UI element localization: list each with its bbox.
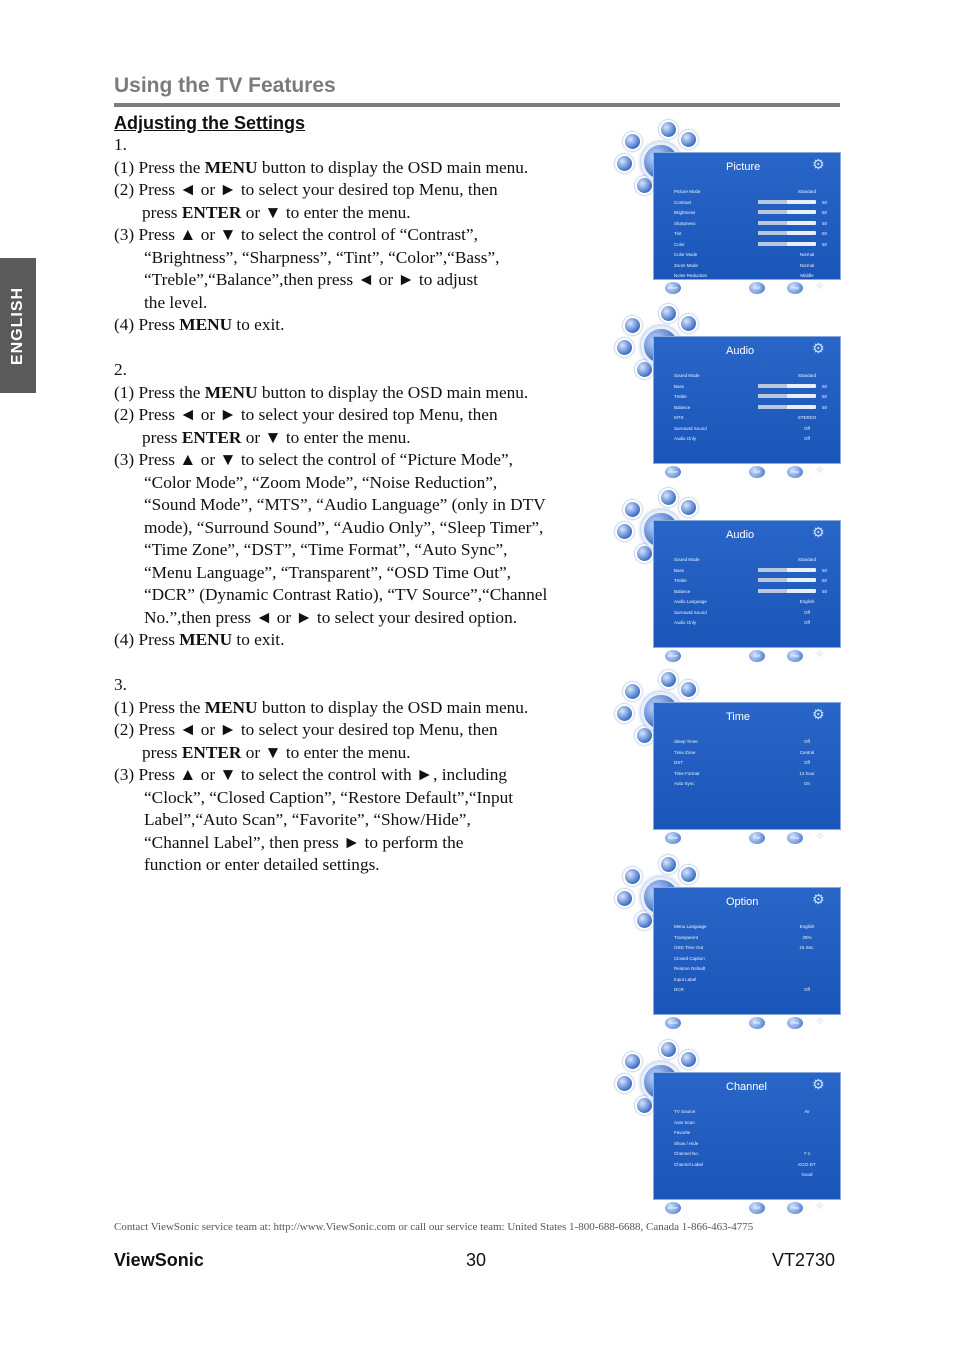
- setting-label: Transparent: [674, 934, 699, 940]
- instruction-line: 1.: [114, 135, 127, 154]
- setting-label: OSD Time Out: [674, 945, 704, 950]
- setting-label: Surround Sound: [674, 609, 707, 615]
- instruction-line: press ENTER or ▼ to enter the menu.: [142, 202, 411, 222]
- setting-value: 25%: [802, 934, 812, 940]
- setting-label: Channel Label: [674, 1161, 704, 1167]
- osd-setting-row: [674, 1149, 826, 1160]
- osd-setting-row: [674, 779, 826, 790]
- osd-setting-row: [674, 382, 826, 393]
- menu-category-icon: [659, 120, 678, 139]
- setting-label: Time Zone: [674, 749, 696, 755]
- setting-value: Normal: [799, 262, 815, 268]
- osd-footer-button: Exit: [748, 1016, 766, 1030]
- settings-icon: ⚙: [812, 707, 825, 723]
- setting-label: DST: [674, 760, 683, 765]
- osd-setting-row: [674, 954, 826, 965]
- level-bar-fill: [758, 589, 787, 593]
- osd-setting-row: [674, 933, 826, 944]
- setting-value: Good: [801, 1172, 813, 1177]
- level-value: 50: [822, 394, 828, 399]
- navigation-arrows-icon: ✥: [816, 650, 824, 660]
- setting-label: Input Label: [674, 976, 697, 982]
- level-bar: [758, 405, 816, 409]
- setting-label: Contrast: [674, 199, 692, 205]
- settings-icon: ⚙: [812, 157, 825, 173]
- instruction-line: “Brightness”, “Sharpness”, “Tint”, “Color”,“Bass”,: [144, 247, 500, 267]
- footer-brand: ViewSonic: [114, 1250, 204, 1270]
- footer-model: VT2730: [772, 1250, 836, 1270]
- setting-label: Restore Default: [674, 966, 706, 971]
- osd-panel: [653, 152, 841, 292]
- setting-value: English: [799, 599, 815, 604]
- osd-footer-button: Move: [664, 831, 682, 845]
- setting-value: Standard: [797, 373, 817, 378]
- setting-value: Off: [804, 425, 810, 431]
- language-side-tab: [0, 258, 36, 393]
- setting-value: Standard: [797, 557, 817, 562]
- instruction-line: 3.: [114, 675, 127, 694]
- osd-setting-row: [674, 1160, 826, 1171]
- osd-panel: [653, 1072, 841, 1212]
- level-bar: [758, 210, 816, 214]
- setting-label: Bass: [674, 383, 685, 389]
- osd-setting-row: [674, 576, 826, 587]
- instruction-line: (2) Press ◄ or ► to select your desired top Menu, then: [114, 180, 498, 199]
- setting-value: Normal: [799, 252, 815, 257]
- osd-setting-row: [674, 985, 826, 996]
- menu-category-icon: [679, 498, 698, 517]
- osd-menu-time: [613, 670, 841, 856]
- osd-setting-row: [674, 240, 826, 251]
- osd-setting-row: [674, 1118, 826, 1129]
- menu-category-icon: [659, 488, 678, 507]
- setting-value: Off: [804, 987, 810, 992]
- menu-category-icon: [679, 680, 698, 699]
- instruction-line: (1) Press the MENU button to display the OSD main menu.: [114, 157, 529, 177]
- setting-label: Audio Only: [674, 436, 697, 441]
- contact-line: Contact ViewSonic service team at: http://www.ViewSonic.com or call our service team: United States 1-800-688-6688, Canada 1-866-463-4775: [114, 1221, 754, 1233]
- setting-value: KGO-DT: [798, 1161, 816, 1167]
- level-bar: [758, 200, 816, 204]
- setting-value: Air: [804, 1109, 810, 1114]
- setting-value: Standard: [797, 189, 817, 194]
- osd-setting-row: [674, 964, 826, 975]
- osd-setting-row: [674, 271, 826, 282]
- osd-setting-row: [674, 413, 826, 424]
- osd-setting-row: [674, 229, 826, 240]
- osd-panel-title: Audio: [726, 529, 755, 541]
- osd-setting-row: [674, 597, 826, 608]
- setting-value: Off: [804, 609, 810, 615]
- setting-value: 15 Sec.: [799, 945, 815, 950]
- osd-panel: [653, 520, 841, 660]
- level-value: 50: [822, 220, 828, 226]
- menu-category-icon: [623, 132, 642, 151]
- level-value: 50: [822, 567, 828, 573]
- setting-label: Channel No.: [674, 1151, 700, 1156]
- osd-setting-row: [674, 975, 826, 986]
- level-bar-fill: [758, 231, 787, 235]
- navigation-arrows-icon: ✥: [816, 282, 824, 292]
- setting-label: Sound Mode: [674, 373, 700, 378]
- instruction-line: (3) Press ▲ or ▼ to select the control of “Picture Mode”,: [114, 450, 513, 469]
- osd-setting-row: [674, 608, 826, 619]
- osd-menu-option: [613, 855, 841, 1041]
- instruction-line: “Channel Label”, then press ► to perform the: [144, 832, 464, 852]
- osd-menu-channel: [613, 1040, 841, 1226]
- menu-category-icon: [659, 855, 678, 874]
- menu-category-icon: [679, 1050, 698, 1069]
- instruction-line: press ENTER or ▼ to enter the menu.: [142, 427, 411, 447]
- setting-label: Treble: [674, 394, 687, 399]
- level-bar: [758, 578, 816, 582]
- osd-setting-row: [674, 1107, 826, 1118]
- setting-label: Sharpness: [674, 220, 696, 226]
- setting-label: Tint: [674, 231, 682, 236]
- instruction-line: “Menu Language”, “Transparent”, “OSD Time Out”,: [144, 562, 511, 582]
- level-bar: [758, 242, 816, 246]
- osd-menu-audio: [613, 304, 841, 490]
- osd-menu-audio: [613, 488, 841, 674]
- menu-category-icon: [659, 670, 678, 689]
- instruction-line: press ENTER or ▼ to enter the menu.: [142, 742, 411, 762]
- level-value: 50: [822, 210, 828, 215]
- instruction-line: mode), “Surround Sound”, “Audio Only”, “Sleep Timer”,: [144, 517, 544, 537]
- menu-category-icon: [623, 1052, 642, 1071]
- osd-setting-row: [674, 1128, 826, 1139]
- osd-setting-row: [674, 566, 826, 577]
- level-value: 50: [822, 231, 828, 236]
- level-bar-fill: [758, 568, 787, 572]
- osd-setting-row: [674, 371, 826, 382]
- setting-label: Surround Sound: [674, 425, 707, 431]
- instruction-line: “Clock”, “Closed Caption”, “Restore Default”,“Input: [144, 787, 514, 807]
- osd-footer-button: Move: [664, 465, 682, 479]
- osd-footer-button: Help: [786, 281, 804, 295]
- instruction-line: “DCR” (Dynamic Contrast Ratio), “TV Source”,“Channel: [144, 585, 548, 604]
- setting-label: DCR: [674, 987, 684, 992]
- setting-value: 7-1: [803, 1151, 811, 1156]
- setting-label: Balance: [674, 588, 691, 594]
- setting-value: STEREO: [797, 415, 817, 420]
- menu-category-icon: [679, 314, 698, 333]
- osd-setting-row: [674, 424, 826, 435]
- menu-category-icon: [615, 338, 634, 357]
- level-bar-fill: [758, 242, 787, 246]
- setting-label: Zoom Mode: [674, 262, 699, 268]
- osd-footer-button: Move: [664, 649, 682, 663]
- instruction-line: [114, 652, 604, 675]
- osd-setting-row: [674, 737, 826, 748]
- osd-panel-title: Audio: [726, 345, 755, 357]
- osd-setting-row: [674, 587, 826, 598]
- setting-value: Off: [804, 620, 810, 625]
- osd-setting-row: [674, 261, 826, 272]
- osd-panel-title: Picture: [726, 161, 761, 173]
- menu-category-icon: [615, 889, 634, 908]
- osd-menu-picture: [613, 120, 841, 306]
- level-value: 50: [822, 383, 828, 389]
- setting-value: Off: [804, 760, 810, 765]
- osd-setting-row: [674, 1170, 826, 1181]
- menu-category-icon: [679, 130, 698, 149]
- setting-value: On: [803, 781, 810, 786]
- instruction-line: [114, 337, 604, 360]
- instruction-line: (4) Press MENU to exit.: [114, 630, 285, 649]
- level-bar-fill: [758, 384, 787, 388]
- level-bar: [758, 589, 816, 593]
- instruction-line: (1) Press the MENU button to display the OSD main menu.: [114, 697, 529, 717]
- setting-label: Color: [674, 241, 685, 247]
- osd-footer-button: Move: [664, 281, 682, 295]
- osd-panel: [653, 887, 841, 1027]
- setting-value: 12 hour: [799, 770, 815, 776]
- osd-setting-row: [674, 748, 826, 759]
- instruction-line: “Sound Mode”, “MTS”, “Audio Language” (only in DTV: [144, 495, 546, 514]
- menu-category-icon: [623, 316, 642, 335]
- osd-setting-row: [674, 250, 826, 261]
- osd-setting-row: [674, 943, 826, 954]
- page-number: 30: [466, 1250, 487, 1270]
- osd-footer-button: Move: [664, 1016, 682, 1030]
- menu-category-icon: [659, 1040, 678, 1059]
- setting-label: Noise Reduction: [674, 273, 708, 278]
- setting-label: Auto Scan: [674, 1119, 695, 1125]
- setting-label: Closed Caption: [674, 955, 705, 961]
- level-value: 50: [822, 241, 828, 247]
- setting-label: Brightness: [674, 210, 696, 215]
- osd-setting-row: [674, 403, 826, 414]
- level-value: 50: [822, 404, 828, 410]
- instruction-line: “Treble”,“Balance”,then press ◄ or ► to adjust: [144, 270, 478, 289]
- instruction-line: “Color Mode”, “Zoom Mode”, “Noise Reduction”,: [144, 472, 498, 492]
- osd-panel-title: Channel: [726, 1081, 767, 1093]
- setting-value: Middle: [800, 273, 814, 278]
- navigation-arrows-icon: ✥: [816, 1017, 824, 1027]
- instruction-line: (3) Press ▲ or ▼ to select the control with ►, including: [114, 765, 508, 784]
- level-bar-fill: [758, 210, 787, 214]
- menu-category-icon: [615, 704, 634, 723]
- level-bar: [758, 568, 816, 572]
- title-divider: [114, 103, 840, 107]
- setting-label: Time Format: [674, 770, 700, 776]
- setting-label: Picture Mode: [674, 189, 701, 194]
- menu-category-icon: [615, 154, 634, 173]
- level-bar-fill: [758, 200, 787, 204]
- setting-value: English: [799, 924, 815, 929]
- level-value: 50: [822, 199, 828, 205]
- menu-category-icon: [623, 500, 642, 519]
- osd-footer-button: Exit: [748, 649, 766, 663]
- instruction-line: (3) Press ▲ or ▼ to select the control of “Contrast”,: [114, 225, 478, 244]
- subheading: Adjusting the Settings: [114, 113, 305, 133]
- instruction-line: function or enter detailed settings.: [144, 855, 380, 874]
- level-bar: [758, 394, 816, 398]
- osd-footer-button: Exit: [748, 1201, 766, 1215]
- osd-footer-button: Move: [664, 1201, 682, 1215]
- setting-value: Off: [804, 436, 810, 441]
- instruction-line: Label”,“Auto Scan”, “Favorite”, “Show/Hide”,: [144, 810, 471, 829]
- osd-footer-button: Help: [786, 465, 804, 479]
- navigation-arrows-icon: ✥: [816, 466, 824, 476]
- menu-category-icon: [623, 867, 642, 886]
- instruction-line: “Time Zone”, “DST”, “Time Format”, “Auto Sync”,: [144, 540, 508, 559]
- menu-category-icon: [679, 865, 698, 884]
- menu-category-icon: [615, 1074, 634, 1093]
- setting-label: Bass: [674, 567, 685, 573]
- osd-panel: [653, 336, 841, 476]
- setting-label: Favorite: [674, 1130, 691, 1135]
- osd-setting-row: [674, 187, 826, 198]
- osd-setting-row: [674, 392, 826, 403]
- setting-label: Balance: [674, 404, 691, 410]
- settings-icon: ⚙: [812, 1077, 825, 1093]
- osd-setting-row: [674, 922, 826, 933]
- menu-category-icon: [659, 304, 678, 323]
- osd-setting-row: [674, 1139, 826, 1150]
- instruction-line: 2.: [114, 360, 127, 379]
- osd-setting-row: [674, 758, 826, 769]
- setting-label: Audio Only: [674, 620, 697, 625]
- setting-value: Off: [804, 739, 810, 744]
- osd-panel: [653, 702, 841, 842]
- osd-footer-button: Exit: [748, 281, 766, 295]
- menu-category-icon: [623, 682, 642, 701]
- osd-footer-button: Help: [786, 831, 804, 845]
- osd-panel-title: Time: [726, 711, 751, 723]
- instruction-line: (2) Press ◄ or ► to select your desired top Menu, then: [114, 720, 498, 739]
- level-value: 50: [822, 588, 828, 594]
- level-bar-fill: [758, 394, 787, 398]
- osd-footer-button: Help: [786, 1201, 804, 1215]
- osd-setting-row: [674, 555, 826, 566]
- osd-setting-row: [674, 208, 826, 219]
- setting-label: Menu Language: [674, 924, 707, 929]
- osd-footer-button: Exit: [748, 831, 766, 845]
- menu-category-icon: [615, 522, 634, 541]
- settings-icon: ⚙: [812, 892, 825, 908]
- level-bar-fill: [758, 578, 787, 582]
- setting-label: Sound Mode: [674, 557, 700, 562]
- instruction-line: (4) Press MENU to exit.: [114, 315, 285, 334]
- level-bar-fill: [758, 221, 787, 225]
- osd-setting-row: [674, 769, 826, 780]
- osd-setting-row: [674, 198, 826, 209]
- side-tab-label: ENGLISH: [9, 286, 26, 365]
- setting-label: Treble: [674, 578, 687, 583]
- setting-label: Audio Language: [674, 599, 707, 604]
- navigation-arrows-icon: ✥: [816, 832, 824, 842]
- osd-setting-row: [674, 618, 826, 629]
- setting-label: TV Source: [674, 1109, 696, 1114]
- instruction-line: the level.: [144, 292, 208, 312]
- navigation-arrows-icon: ✥: [816, 1202, 824, 1212]
- osd-footer-button: Help: [786, 649, 804, 663]
- instruction-line: (2) Press ◄ or ► to select your desired top Menu, then: [114, 405, 498, 424]
- instruction-line: (1) Press the MENU button to display the OSD main menu.: [114, 382, 529, 402]
- osd-footer-button: Exit: [748, 465, 766, 479]
- osd-footer-button: Help: [786, 1016, 804, 1030]
- section-title: Using the TV Features: [114, 74, 336, 97]
- osd-panel-title: Option: [726, 896, 759, 908]
- setting-value: Central: [799, 749, 815, 755]
- level-bar: [758, 384, 816, 388]
- settings-icon: ⚙: [812, 341, 825, 357]
- setting-label: Show / Hide: [674, 1140, 699, 1146]
- instructions-text: [114, 134, 604, 877]
- setting-label: Auto Sync: [674, 781, 695, 786]
- osd-setting-row: [674, 219, 826, 230]
- level-bar: [758, 231, 816, 235]
- level-bar-fill: [758, 405, 787, 409]
- setting-label: MTS: [674, 415, 684, 420]
- settings-icon: ⚙: [812, 525, 825, 541]
- level-value: 50: [822, 578, 828, 583]
- setting-label: Color Mode: [674, 252, 698, 257]
- instruction-line: No.”,then press ◄ or ► to select your desired option.: [144, 607, 518, 627]
- setting-label: Sleep Timer: [674, 739, 699, 744]
- level-bar: [758, 221, 816, 225]
- osd-setting-row: [674, 434, 826, 445]
